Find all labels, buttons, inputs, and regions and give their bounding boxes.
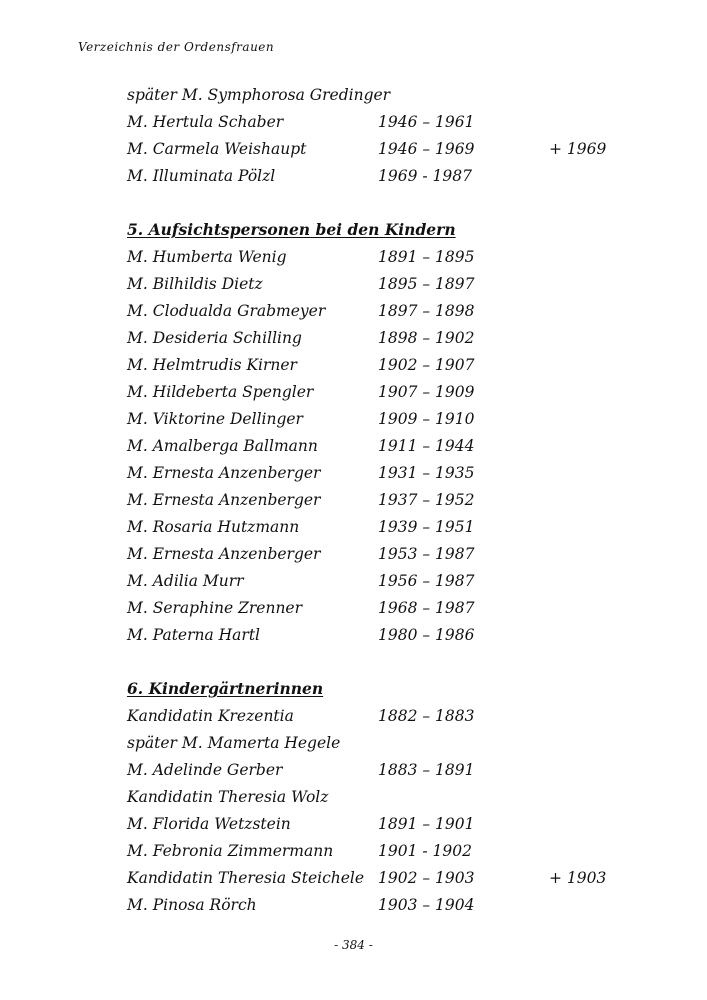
entry-name: M. Helmtrudis Kirner [127,356,297,374]
running-header: Verzeichnis der Ordensfrauen [78,40,275,54]
entry-name: M. Viktorine Dellinger [127,410,303,428]
entry-name: Kandidatin Theresia Steichele [127,869,365,887]
entry-name: M. Paterna Hartl [127,626,261,644]
entry-row [0,299,707,323]
entry-years: 1882 – 1883 [378,707,475,725]
entry-years: 1968 – 1987 [378,599,475,617]
page-number: - 384 - [334,938,373,952]
entry-name: Kandidatin Krezentia [127,707,294,725]
entry-row [0,623,707,647]
entry-row [0,839,707,863]
entry-row [0,866,707,890]
entry-name: M. Ernesta Anzenberger [127,491,321,509]
entry-row [0,326,707,350]
entry-years: 1946 – 1969 [378,140,475,158]
entry-row [0,137,707,161]
entry-row [0,245,707,269]
entry-name: M. Amalberga Ballmann [127,437,318,455]
section-heading [0,677,707,701]
entry-name: M. Clodualda Grabmeyer [127,302,326,320]
entry-row [0,407,707,431]
entry-name: M. Adelinde Gerber [127,761,283,779]
entry-row [0,164,707,188]
entry-name: später M. Symphorosa Gredinger [127,86,391,104]
entry-row [0,272,707,296]
entry-name: M. Adilia Murr [127,572,244,590]
entry-row [0,596,707,620]
entry-name: später M. Mamerta Hegele [127,734,341,752]
entry-name: M. Ernesta Anzenberger [127,464,321,482]
entry-years: 1939 – 1951 [378,518,475,536]
entry-years: 1946 – 1961 [378,113,475,131]
entry-note: + 1969 [549,140,607,158]
entry-name: M. Carmela Weishaupt [127,140,307,158]
section-heading-text: 6. Kindergärtnerinnen [127,679,324,698]
entry-years: 1956 – 1987 [378,572,475,590]
entry-name: M. Desideria Schilling [127,329,302,347]
entry-years: 1909 – 1910 [378,410,475,428]
entry-years: 1898 – 1902 [378,329,475,347]
entry-note: + 1903 [549,869,607,887]
entry-years: 1937 – 1952 [378,491,475,509]
entry-name: M. Illuminata Pölzl [127,167,276,185]
entry-row [0,758,707,782]
entry-row [0,893,707,917]
entry-name: M. Bilhildis Dietz [127,275,263,293]
entry-years: 1902 – 1907 [378,356,475,374]
entry-years: 1907 – 1909 [378,383,475,401]
entry-name: M. Seraphine Zrenner [127,599,303,617]
entry-years: 1903 – 1904 [378,896,475,914]
section-heading-text: 5. Aufsichtspersonen bei den Kindern [127,220,456,239]
entry-name: M. Ernesta Anzenberger [127,545,321,563]
entry-name: M. Hildeberta Spengler [127,383,314,401]
entry-row [0,380,707,404]
entry-row [0,83,707,107]
entry-row [0,731,707,755]
entry-row [0,353,707,377]
entry-row [0,569,707,593]
entry-years: 1901 - 1902 [378,842,472,860]
entry-name: M. Rosaria Hutzmann [127,518,300,536]
entry-name: M. Hertula Schaber [127,113,284,131]
entry-row [0,704,707,728]
entry-name: M. Florida Wetzstein [127,815,291,833]
entry-years: 1911 – 1944 [378,437,475,455]
entry-years: 1897 – 1898 [378,302,475,320]
entry-row [0,461,707,485]
entry-years: 1931 – 1935 [378,464,475,482]
entry-years: 1891 – 1895 [378,248,475,266]
entry-years: 1891 – 1901 [378,815,475,833]
section-heading [0,218,707,242]
entry-row [0,434,707,458]
entry-row [0,812,707,836]
entry-years: 1883 – 1891 [378,761,475,779]
entry-row [0,488,707,512]
entry-row [0,110,707,134]
entry-name: M. Humberta Wenig [127,248,287,266]
entry-name: Kandidatin Theresia Wolz [127,788,329,806]
entry-years: 1980 – 1986 [378,626,475,644]
entry-years: 1953 – 1987 [378,545,475,563]
entry-row [0,515,707,539]
entry-name: M. Febronia Zimmermann [127,842,334,860]
entry-years: 1969 - 1987 [378,167,472,185]
entry-years: 1895 – 1897 [378,275,475,293]
entry-row [0,785,707,809]
entry-name: M. Pinosa Rörch [127,896,257,914]
entry-row [0,542,707,566]
entry-years: 1902 – 1903 [378,869,475,887]
